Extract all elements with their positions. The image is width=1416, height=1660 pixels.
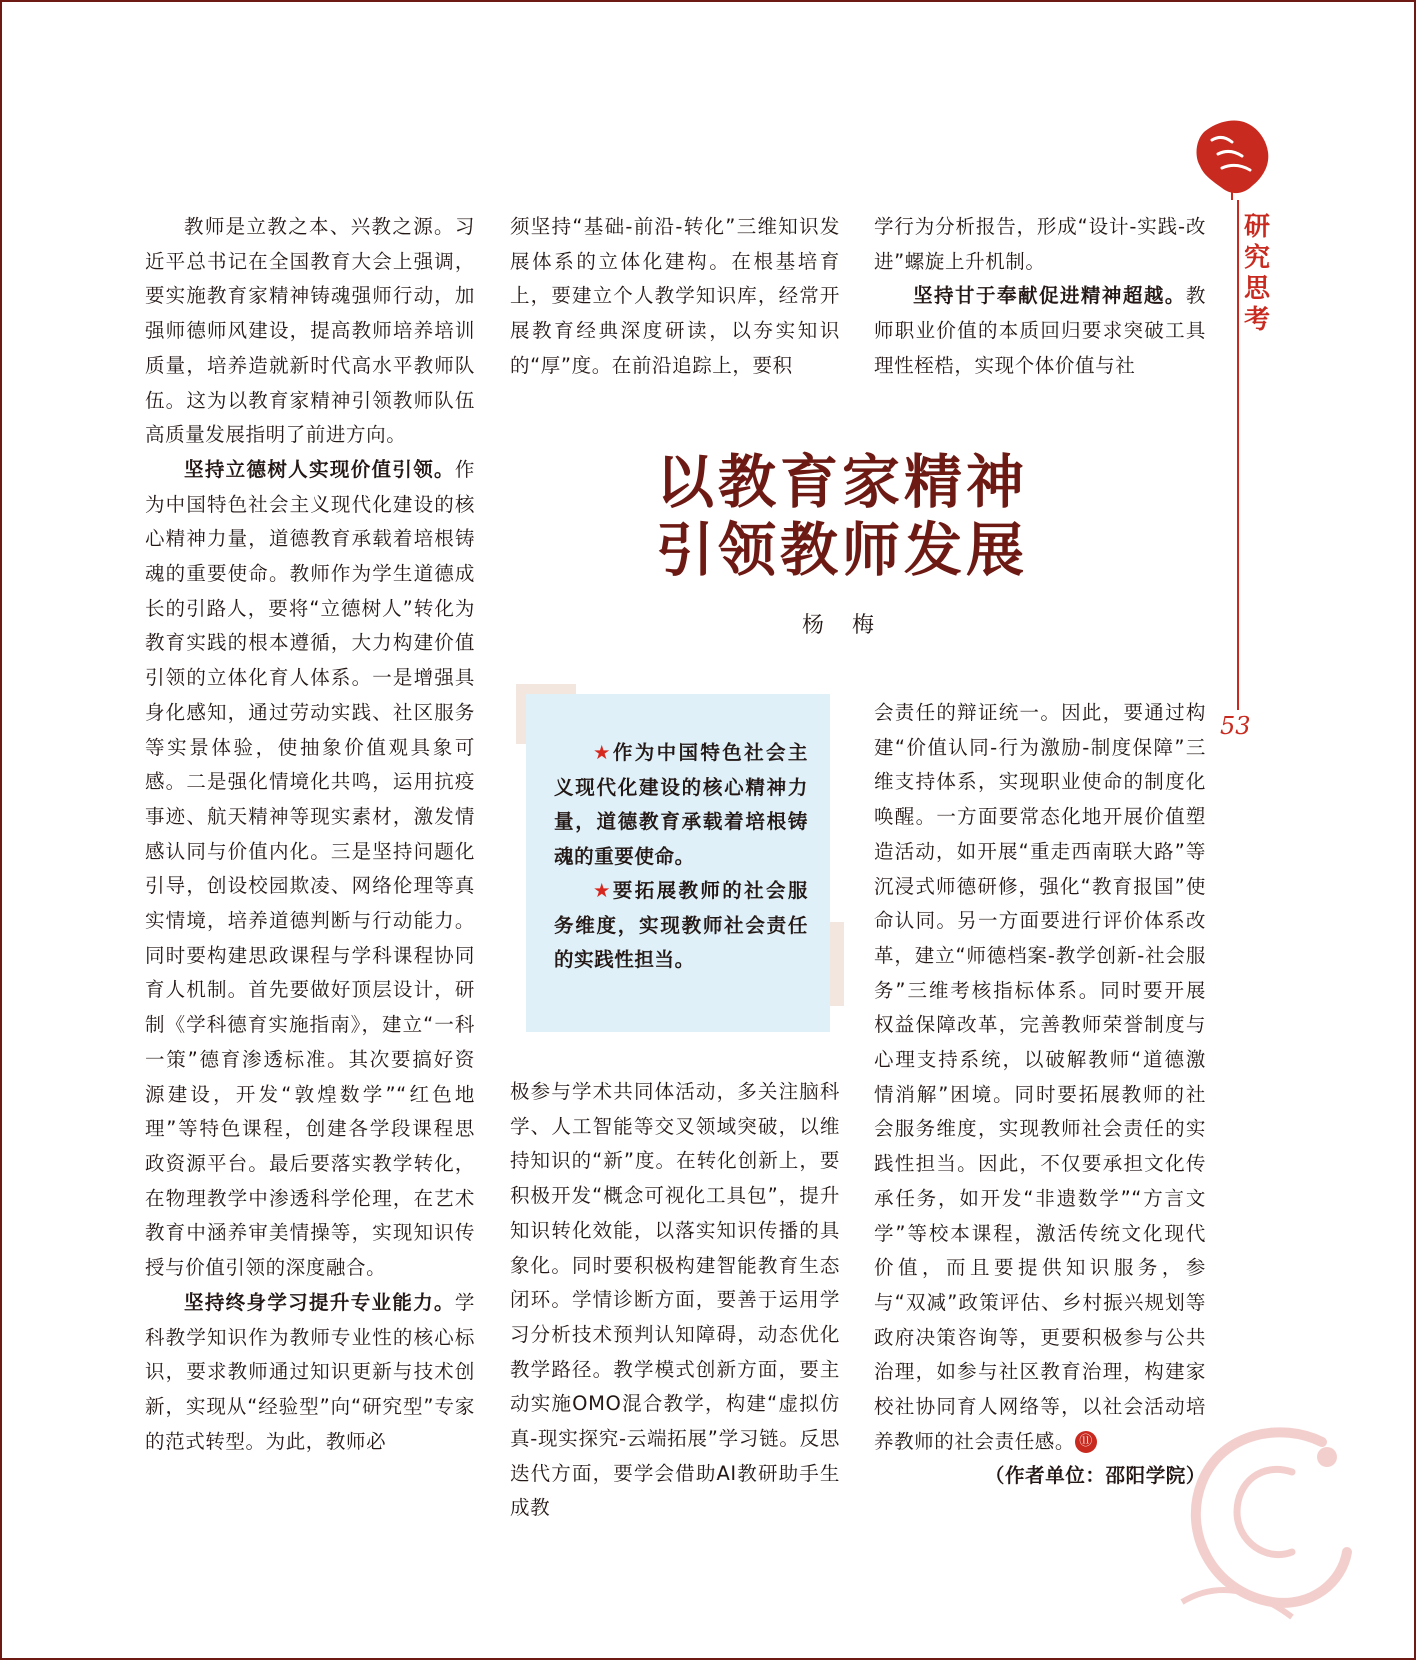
- star-icon: ★: [593, 741, 613, 764]
- section-label: [1242, 212, 1272, 336]
- column-3-bottom: [874, 696, 1206, 1494]
- column-2-top: [510, 210, 840, 384]
- column-1: [145, 210, 475, 1459]
- paragraph-text: 须坚持“基础-前沿-转化”三维知识发展体系的立体化建构。在根基培育上，要建立个人教学知识库，经常开展教育经典深度研读，以夯实知识的“厚”度。在前沿追踪上，要积: [510, 215, 840, 377]
- author-affiliation: （作者单位：邵阳学院）: [984, 1464, 1206, 1488]
- paragraph-learning: [145, 1286, 475, 1460]
- article-author: 杨梅: [801, 613, 902, 638]
- section-label-char: 究: [1243, 243, 1270, 273]
- pull-quote-item: [554, 874, 808, 978]
- title-line-2: 引领教师发展: [655, 516, 1028, 584]
- shaoyang-review-logo: [1192, 110, 1272, 200]
- paragraph-moral: [145, 453, 475, 1286]
- paragraph-text: 学科教学知识作为教师专业性的核心标识，要求教师通过知识更新与技术创新，实现从“经验型”向“研究型”专家的范式转型。为此，教师必: [145, 1290, 475, 1453]
- star-icon: ★: [593, 879, 613, 902]
- column-2-bottom: [510, 1075, 840, 1526]
- column-3-top: [874, 210, 1206, 384]
- lead-heading: 坚持甘于奉献促进精神超越。: [913, 284, 1186, 308]
- paragraph-intro: 教师是立教之本、兴教之源。习近平总书记在全国教育大会上强调，要实施教育家精神铸魂强师行动，加强师德师风建设，提高教师培养培训质量，培养造就新时代高水平教师队伍。这为以教育家精神引领教师队伍高质量发展指明了前进方向。: [145, 215, 475, 447]
- pull-quote-item: [554, 736, 808, 874]
- page-number: 53: [1220, 712, 1251, 740]
- lead-heading: 坚持终身学习提升专业能力。: [184, 1290, 455, 1314]
- section-divider-line: [1237, 200, 1239, 710]
- pull-quote: [526, 694, 830, 1032]
- lead-heading: 坚持立德树人实现价值引领。: [184, 457, 455, 481]
- pull-quote-text: 作为中国特色社会主义现代化建设的核心精神力量，道德教育承载着培根铸魂的重要使命。: [554, 741, 808, 868]
- paragraph-text: 教师职业价值的本质回归要求突破工具理性桎梏，实现个体价值与社: [874, 284, 1206, 377]
- section-label-char: 思: [1243, 274, 1270, 304]
- pull-quote-text: 要拓展教师的社会服务维度，实现教师社会责任的实践性担当。: [554, 879, 808, 971]
- section-label-char: 考: [1243, 305, 1270, 335]
- section-label-char: 研: [1243, 212, 1270, 242]
- paragraph-text: 学行为分析报告，形成“设计-实践-改进”螺旋上升机制。: [874, 215, 1206, 273]
- paragraph-text: 作为中国特色社会主义现代化建设的核心精神力量，道德教育承载着培根铸魂的重要使命。教师作为学生道德成长的引路人，要将“立德树人”转化为教育实践的根本遵循，大力构建价值引领的立体化育人体系。一是增强具身化感知，通过劳动实践、社区服务等实景体验，使抽象价值观具象可感。二是强化情境化共鸣，运用抗疫事迹、航天精神等现实素材，激发情感认同与价值内化。三是坚持问题化引导，创设校园欺凌、网络伦理等真实情境，培养道德判断与行动能力。同时要构建思政课程与学科课程协同育人机制。首先要做好顶层设计，研制《学科德育实施指南》，建立“一科一策”德育渗透标准。其次要搞好资源建设，开发“敦煌数学”“红色地理”等特色课程，创建各学段课程思政资源平台。最后要落实教学转化，在物理教学中渗透科学伦理，在艺术教育中涵养审美情操等，实现知识传授与价值引领的深度融合。: [145, 457, 475, 1280]
- paragraph-dedication: [874, 279, 1206, 383]
- article-title: [642, 448, 1042, 584]
- end-mark-icon: ⑪: [1075, 1431, 1097, 1453]
- paragraph-text: 极参与学术共同体活动，多关注脑科学、人工智能等交叉领域突破，以维持知识的“新”度。在转化创新上，要积极开发“概念可视化工具包”，提升知识转化效能，以落实知识传播的具象化。同时要积极构建智能教育生态闭环。学情诊断方面，要善于运用学习分析技术预判认知障碍，动态优化教学路径。教学模式创新方面，要主动实施OMO混合教学，构建“虚拟仿真-现实探究-云端拓展”学习链。反思迭代方面，要学会借助AI教研助手生成教: [510, 1080, 840, 1520]
- paragraph-text: [874, 696, 1206, 1459]
- phoenix-watermark-icon: [1142, 1402, 1372, 1632]
- title-line-1: 以教育家精神: [655, 448, 1028, 516]
- paragraph-text: 会责任的辩证统一。因此，要通过构建“价值认同-行为激励-制度保障”三维支持体系，实现职业使命的制度化唤醒。一方面要常态化地开展价值塑造活动，如开展“重走西南联大路”等沉浸式师德研修，强化“教育报国”使命认同。另一方面要进行评价体系改革，建立“师德档案-教学创新-社会服务”三维考核指标体系。同时要开展权益保障改革，完善教师荣誉制度与心理支持系统，以破解教师“道德激情消解”困境。同时要拓展教师的社会服务维度，实现教师社会责任的实践性担当。因此，不仅要承担文化传承任务，如开发“非遗数学”“方言文学”等校本课程，激活传统文化现代价值，而且要提供知识服务，参与“双减”政策评估、乡村振兴规划等政府决策咨询等，更要积极参与公共治理，如参与社区教育治理，构建家校社协同育人网络等，以社会活动培养教师的社会责任感。: [874, 701, 1206, 1453]
